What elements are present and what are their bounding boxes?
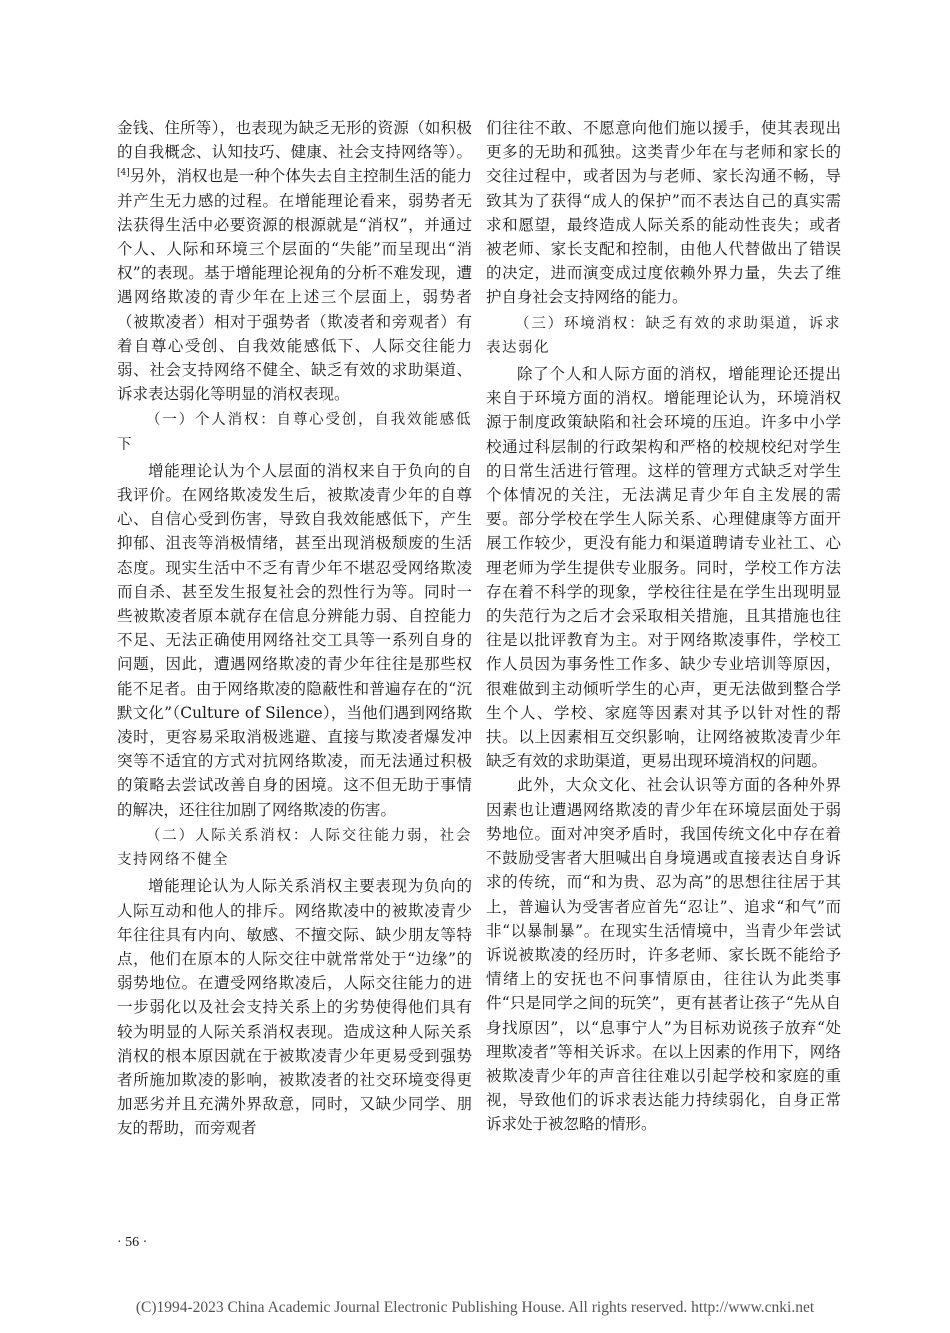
page-number: · 56 ·	[117, 1235, 148, 1250]
citation-marker[interactable]: [4]	[117, 168, 130, 179]
paragraph-text: 另外，消权也是一种个体失去自主控制生活的能力并产生无力感的过程。在增能理论看来，弱势者无法获得生活中必要资源的根源就是“消权”，并通过个人、人际和环境三个层面的“失能”而呈现出“消权”的表现。基于增能理论视角的分析不难发现，遭遇网络欺凌的青少年在上述三个层面上，弱势者（被欺凌者）相对于强势者（欺凌者和旁观者）有着自尊心受创、自我效能感低下、人际交往能力弱、社会支持网络不健全、缺乏有效的求助渠道、诉求表达弱化等明显的消权表现。	[117, 167, 472, 404]
paragraph: 们往往不敢、不愿意向他们施以援手，使其表现出更多的无助和孤独。这类青少年在与老师和家长的交往过程中，或者因为与老师、家长沟通不畅，导致其为了获得“成人的保护”而不表达自己的真实需求和愿望，最终造成人际关系的能动性丧失；或者被老师、家长支配和控制，由他人代替做出了错误的决定，进而演变成过度依赖外界力量，失去了维护自身社会支持网络的能力。	[486, 119, 841, 307]
section-heading: （三）环境消权：缺乏有效的求助渠道，诉求表达弱化	[486, 315, 841, 356]
paragraph-text: 金钱、住所等），也表现为缺乏无形的资源（如积极的自我概念、认知技巧、健康、社会支持网络等）。	[117, 119, 472, 162]
paragraph	[117, 116, 472, 406]
copyright-footer: (C)1994-2023 China Academic Journal Electronic Publishing House. All rights reserved. http://www.cnki.net	[135, 1299, 815, 1316]
paragraph: 除了个人和人际方面的消权，增能理论还提出来自于环境方面的消权。增能理论认为，环境消权源于制度政策缺陷和社会环境的压迫。许多中小学校通过科层制的行政架构和严格的校规校纪对学生的日常生活进行管理。这样的管理方式缺乏对学生个体情况的关注，无法满足青少年自主发展的需要。部分学校在学生人际关系、心理健康等方面开展工作较少，更没有能力和渠道聘请专业社工、心理老师为学生提供专业服务。同时，学校工作方法存在着不科学的现象，学校往往是在学生出现明显的失范行为之后才会采取相关措施，且其措施也往往是以批评教育为主。对于网络欺凌事件，学校工作人员因为事务性工作多、缺少专业培训等原因，很难做到主动倾听学生的心声，更无法做到整合学生个人、学校、家庭等因素对其予以针对性的帮扶。以上因素相互交织影响，让网络被欺凌青少年缺乏有效的求助渠道，更易出现环境消权的问题。	[486, 365, 841, 771]
section-heading: （二）人际关系消权：人际交往能力弱，社会支持网络不健全	[117, 827, 472, 869]
paragraph: 此外，大众文化、社会认识等方面的各种外界因素也让遭遇网络欺凌的青少年在环境层面处于弱势地位。面对冲突矛盾时，我国传统文化中存在着不鼓励受害者大胆喊出自身境遇或直接表达自身诉求的传统，而“和为贵、忍为高”的思想往往居于其上，普遍认为受害者应首先“忍让”、追求“和气”而非“以暴制暴”。在现实生活情境中，当青少年尝试诉说被欺凌的经历时，许多老师、家长既不能给予情绪上的安抚也不问事情原由，往往认为此类事件“只是同学之间的玩笑”，更有甚者让孩子“先从自身找原因”，以“息事宁人”为目标劝说孩子放弃“处理欺凌者”等相关诉求。在以上因素的作用下，网络被欺凌青少年的声音往往难以引起学校和家庭的重视，导致他们的诉求表达能力持续弱化，自身正常诉求处于被忽略的情形。	[486, 776, 841, 1134]
left-column	[117, 116, 472, 1141]
paragraph: 增能理论认为个人层面的消权来自于负向的自我评价。在网络欺凌发生后，被欺凌青少年的自尊心、自信心受到伤害，导致自我效能感低下，产生抑郁、沮丧等消极情绪，甚至出现消极颓废的生活态度。现实生活中不乏有青少年不堪忍受网络欺凌而自杀、甚至发生报复社会的烈性行为等。同时一些被欺凌者原本就存在信息分辨能力弱、自控能力不足、无法正确使用网络社交工具等一系列自身的问题，因此，遭遇网络欺凌的青少年往往是那些权能不足者。由于网络欺凌的隐蔽性和普遍存在的“沉默文化”（Culture of Silence），当他们遇到网络欺凌时，更容易采取消极逃避、直接与欺凌者爆发冲突等不适宜的方式对抗网络欺凌，而无法通过积极的策略去尝试改善自身的困境。这不但无助于事情的解决，还往往加剧了网络欺凌的伤害。	[117, 461, 472, 819]
section-heading: （一）个人消权：自尊心受创，自我效能感低下	[117, 412, 472, 453]
paragraph: 增能理论认为人际关系消权主要表现为负向的人际互动和他人的排斥。网络欺凌中的被欺凌青少年往往具有内向、敏感、不擅交际、缺少朋友等特点，他们在原本的人际交往中就常常处于“边缘”的弱势地位。在遭受网络欺凌后，人际交往能力的进一步弱化以及社会支持关系上的劣势使得他们具有较为明显的人际关系消权表现。造成这种人际关系消权的根本原因就在于被欺凌青少年更易受到强势者所施加欺凌的影响，被欺凌者的社交环境变得更加恶劣并且充满外界敌意，同时，又缺少同学、朋友的帮助，而旁观者	[117, 877, 472, 1138]
right-column	[486, 116, 841, 1137]
